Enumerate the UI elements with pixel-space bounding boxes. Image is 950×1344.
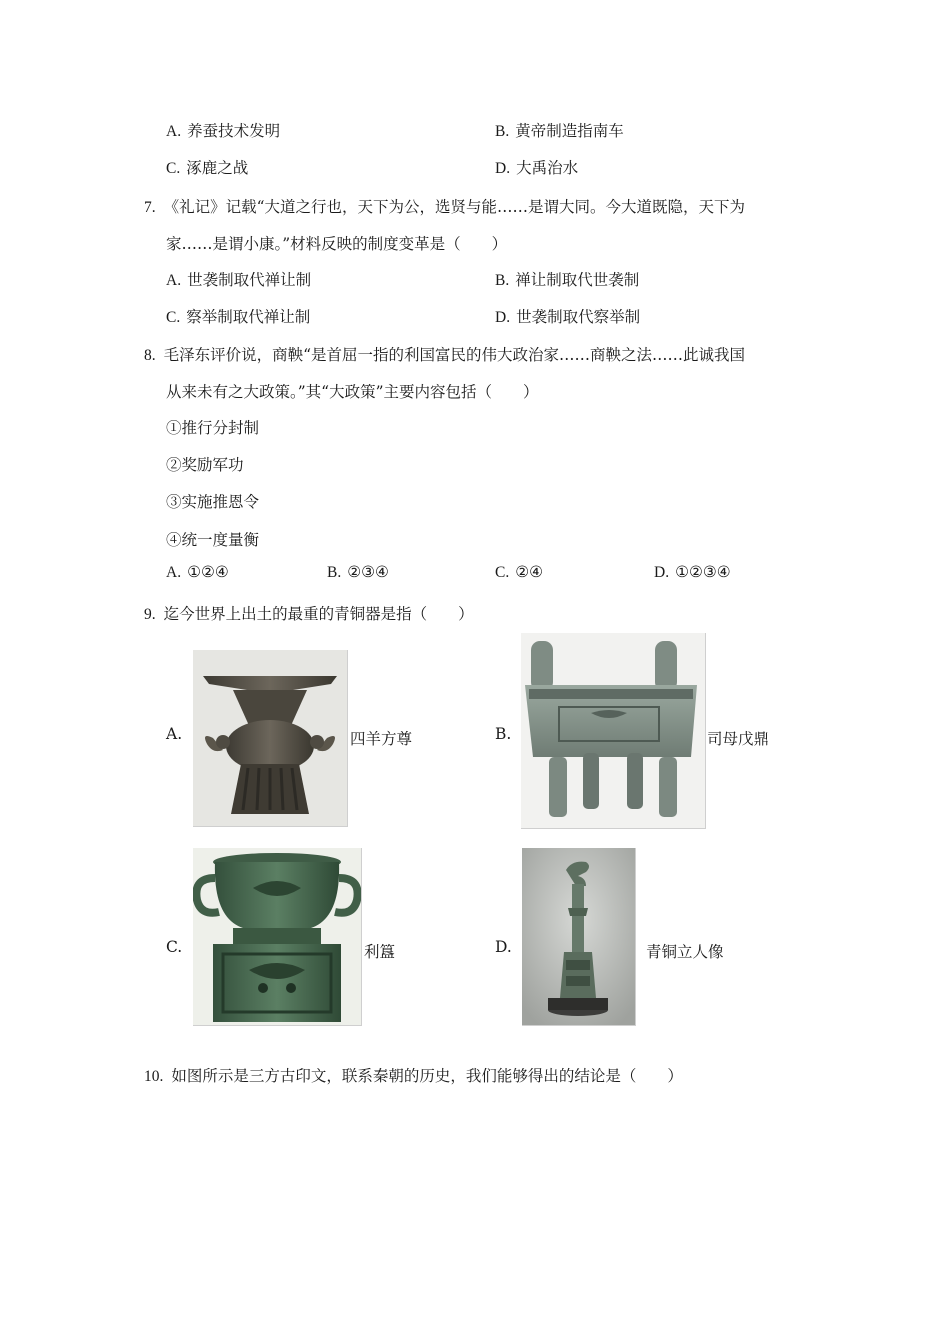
q9-option-d-caption: 青铜立人像	[646, 943, 724, 961]
q7-option-a[interactable]	[166, 268, 311, 290]
q8-item-4: ④统一度量衡	[166, 531, 260, 549]
option-text: 世袭制取代察举制	[516, 308, 641, 326]
option-text: 养蚕技术发明	[187, 122, 281, 140]
q7-stem-line-2: 家……是谓小康。”材料反映的制度变革是（ ）	[166, 235, 508, 253]
four-goat-square-zun-photo[interactable]	[193, 650, 348, 827]
q9-option-c-letter[interactable]: C.	[166, 938, 183, 956]
q8-option-b[interactable]	[327, 563, 389, 582]
option-text: ①②③④	[675, 563, 731, 581]
q9-option-a-letter[interactable]: A.	[166, 725, 183, 743]
q9-option-a-caption: 四羊方尊	[350, 730, 413, 748]
option-letter: B.	[495, 123, 510, 140]
option-text: 涿鹿之战	[186, 159, 249, 177]
q8-item-1: ①推行分封制	[166, 419, 260, 437]
q10-stem-line-1	[144, 1064, 683, 1086]
question-number: 8.	[144, 347, 156, 364]
question-number: 10.	[144, 1068, 164, 1085]
question-number: 9.	[144, 606, 156, 623]
q7-option-d[interactable]	[495, 305, 640, 327]
q8-option-d[interactable]	[654, 563, 731, 582]
question-text: 迄今世界上出土的最重的青铜器是指（ ）	[163, 605, 474, 623]
q8-stem-line-2: 从来未有之大政策。”其“大政策”主要内容包括（ ）	[166, 383, 539, 401]
q8-item-2: ②奖励军功	[166, 456, 244, 474]
q7-option-b[interactable]	[495, 268, 639, 290]
bronze-standing-figure-photo[interactable]	[522, 848, 636, 1026]
option-text: ②④	[515, 563, 544, 581]
li-gui-photo[interactable]	[193, 848, 362, 1026]
option-text: 黄帝制造指南车	[515, 122, 624, 140]
q9-option-c-caption: 利簋	[364, 943, 396, 961]
option-text: 禅让制取代世袭制	[515, 271, 640, 289]
option-letter: C.	[166, 160, 181, 177]
q8-option-c[interactable]	[495, 563, 543, 582]
option-letter: B.	[327, 564, 342, 581]
q6-option-a[interactable]	[166, 119, 280, 141]
q7-stem-line-1	[144, 195, 745, 217]
option-letter: D.	[654, 564, 670, 581]
q6-option-d[interactable]	[495, 156, 578, 178]
question-text: 毛泽东评价说，商鞅“是首屈一指的利国富民的伟大政治家……商鞅之法……此诚我国	[163, 346, 746, 364]
question-text: 《礼记》记载“大道之行也，天下为公，选贤与能……是谓大同。今大道既隐，天下为	[163, 198, 746, 216]
option-letter: D.	[495, 309, 511, 326]
option-text: ②③④	[347, 563, 389, 581]
option-letter: A.	[166, 272, 182, 289]
simuwu-ding-photo[interactable]	[521, 633, 706, 829]
q9-option-d-letter[interactable]: D.	[495, 938, 512, 956]
question-number: 7.	[144, 199, 156, 216]
q9-stem-line-1	[144, 602, 474, 624]
option-text: 察举制取代禅让制	[186, 308, 311, 326]
option-text: 世袭制取代禅让制	[187, 271, 312, 289]
q6-option-b[interactable]	[495, 119, 624, 141]
q6-option-c[interactable]	[166, 156, 248, 178]
q8-stem-line-1	[144, 343, 745, 365]
q8-item-3: ③实施推恩令	[166, 493, 260, 511]
option-letter: A.	[166, 564, 182, 581]
option-letter: C.	[166, 309, 181, 326]
q7-option-c[interactable]	[166, 305, 310, 327]
q8-option-a[interactable]	[166, 563, 229, 582]
q9-option-b-caption: 司母戊鼎	[707, 730, 770, 748]
q9-option-b-letter[interactable]: B.	[495, 725, 512, 743]
option-letter: D.	[495, 160, 511, 177]
option-text: 大禹治水	[516, 159, 579, 177]
option-letter: B.	[495, 272, 510, 289]
question-text: 如图所示是三方古印文，联系秦朝的历史，我们能够得出的结论是（ ）	[171, 1067, 683, 1085]
option-letter: A.	[166, 123, 182, 140]
option-text: ①②④	[187, 563, 229, 581]
option-letter: C.	[495, 564, 510, 581]
